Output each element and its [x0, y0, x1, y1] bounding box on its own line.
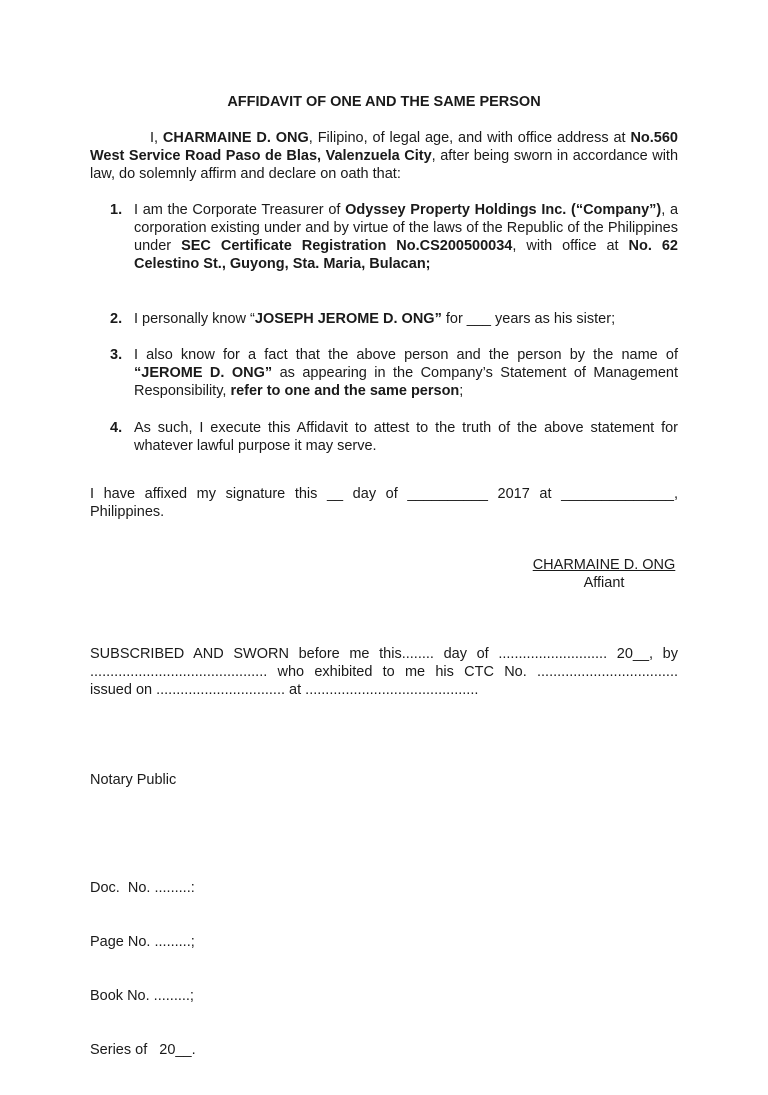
item-text: as appearing in the Company’s Statement of Management Responsibility,: [134, 365, 678, 399]
list-item-2: [110, 310, 678, 328]
document-title: AFFIDAVIT OF ONE AND THE SAME PERSON: [227, 94, 541, 110]
sec-registration: SEC Certificate Registration No.CS200500034: [181, 238, 513, 254]
book-number: Book No. .........;: [90, 988, 194, 1004]
person-name: JOSEPH JEROME D. ONG”: [254, 311, 442, 327]
item-number: 1.: [110, 202, 123, 218]
item-text: for ___ years as his sister;: [441, 311, 616, 327]
jurat-block: [90, 645, 678, 699]
jurat-line-3: issued on ................................ at ...........................................: [90, 682, 479, 698]
intro-text-2: , Filipino, of legal age, and with office address at: [308, 130, 631, 146]
affixed-signature-paragraph: I have affixed my signature this __ day of __________ 2017 at ______________, Philippines.: [90, 486, 678, 520]
signatory-role: Affiant: [583, 575, 625, 591]
item-text: , with office at: [512, 238, 629, 254]
affiant-name: CHARMAINE D. ONG: [162, 130, 309, 146]
notary-label: Notary Public: [90, 772, 177, 788]
series-number: Series of 20__.: [90, 1042, 196, 1058]
office-address: No.560 West Service Road Paso de Blas, Valenzuela City: [90, 130, 678, 164]
alias-name: “JEROME D. ONG”: [134, 365, 273, 381]
page-number: Page No. .........;: [90, 934, 195, 950]
notary-block: [90, 735, 678, 1095]
company-name: Odyssey Property Holdings Inc. (“Company”): [345, 202, 662, 218]
item-text: , a corporation existing under and by virtue of the laws of the Republic of the Philippines under: [134, 202, 679, 254]
item-text: I also know for a fact that the above person and the person by the name of: [134, 347, 678, 363]
jurat-line-1: SUBSCRIBED AND SWORN before me this........ day of ........................... 20__, by: [90, 646, 678, 662]
item-text: As such, I execute this Affidavit to attest to the truth of the above statement for whatever lawful purpose it may serve.: [134, 420, 678, 454]
item-text: I am the Corporate Treasurer of: [134, 202, 346, 218]
item-number: 3.: [110, 347, 123, 363]
spacer: [90, 825, 678, 843]
signature-block: [480, 556, 728, 592]
signatory-name: CHARMAINE D. ONG: [532, 557, 676, 573]
intro-text-1: I,: [150, 130, 163, 146]
same-person-clause: refer to one and the same person: [230, 383, 460, 399]
list-item-1: [110, 201, 679, 273]
list-item-4: [110, 419, 678, 455]
intro-text-3: , after being sworn in accordance with law, do solemnly affirm and declare on oath that:: [90, 148, 679, 182]
item-text: I personally know “: [134, 311, 255, 327]
list-item-3: [110, 346, 678, 400]
doc-number: Doc. No. .........:: [90, 880, 195, 896]
item-text: ;: [459, 383, 464, 399]
item-number: 2.: [110, 311, 123, 327]
intro-paragraph: [90, 129, 678, 183]
jurat-line-2: ............................................ who exhibited to me his CTC No. ...................................: [90, 664, 678, 680]
company-office: No. 62 Celestino St., Guyong, Sta. Maria, Bulacan;: [134, 238, 678, 272]
item-number: 4.: [110, 420, 123, 436]
